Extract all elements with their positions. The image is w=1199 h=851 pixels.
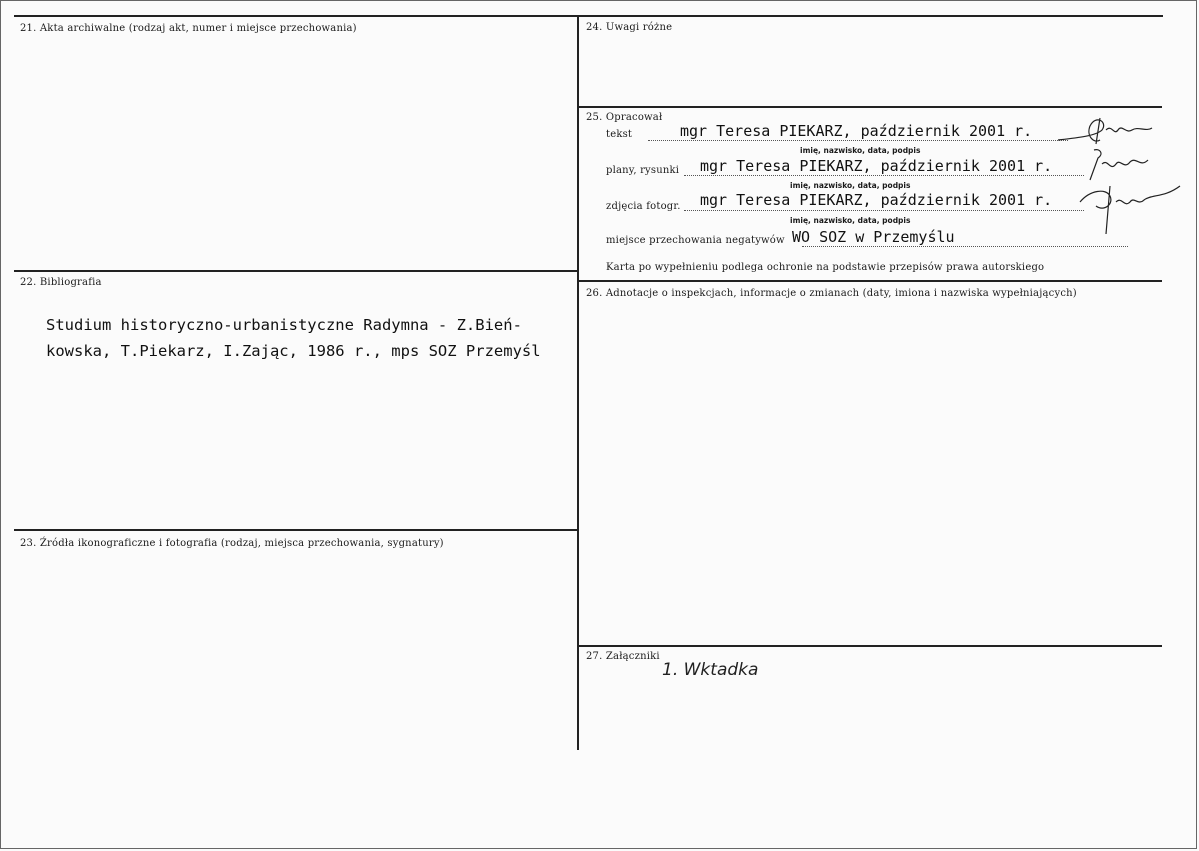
left-rule-22	[14, 270, 577, 272]
row-text-label: tekst	[606, 129, 633, 140]
negatives-label: miejsce przechowania negatywów	[606, 235, 785, 246]
section-25-label: 25. Opracował	[586, 112, 663, 123]
top-rule	[14, 15, 1163, 17]
section-27-label: 27. Załączniki	[586, 651, 660, 662]
negatives-value: WO SOZ w Przemyślu	[792, 228, 955, 246]
center-divider	[577, 15, 579, 750]
row-photos-label: zdjęcia fotogr.	[606, 201, 681, 212]
row-plans-label: plany, rysunki	[606, 165, 680, 176]
row-photos-line	[684, 210, 1084, 211]
attachments-handwritten: 1. Wktadka	[662, 660, 759, 680]
right-rule-27	[577, 645, 1162, 647]
copyright-note: Karta po wypełnieniu podlega ochronie na podstawie przepisów prawa autorskiego	[606, 262, 1045, 273]
section-22-label: 22. Bibliografia	[20, 277, 102, 288]
row-text-value: mgr Teresa PIEKARZ, październik 2001 r.	[680, 122, 1033, 140]
row-plans-value: mgr Teresa PIEKARZ, październik 2001 r.	[700, 157, 1053, 175]
right-rule-25	[577, 106, 1162, 108]
signature-3	[1076, 180, 1186, 235]
row-plans-caption: imię, nazwisko, data, podpis	[790, 181, 911, 190]
row-text-caption: imię, nazwisko, data, podpis	[800, 146, 921, 155]
right-rule-26	[577, 280, 1162, 282]
row-plans-line	[684, 175, 1084, 176]
bibliography-text: Studium historyczno-urbanistyczne Radymna - Z.Bień-kowska, T.Piekarz, I.Zając, 1986 r., mps SOZ Przemyśl	[46, 316, 541, 360]
section-24-label: 24. Uwagi różne	[586, 22, 673, 33]
left-rule-23	[14, 529, 577, 531]
section-26-label: 26. Adnotacje o inspekcjach, informacje o zmianach (daty, imiona i nazwiska wypełniających)	[586, 288, 1077, 299]
row-photos-caption: imię, nazwisko, data, podpis	[790, 216, 911, 225]
section-21-label: 21. Akta archiwalne (rodzaj akt, numer i miejsce przechowania)	[20, 23, 357, 34]
row-photos-value: mgr Teresa PIEKARZ, październik 2001 r.	[700, 191, 1053, 209]
row-text-line	[648, 140, 1068, 141]
negatives-line	[802, 246, 1128, 247]
signature-2	[1080, 144, 1165, 184]
section-23-label: 23. Źródła ikonograficzne i fotografia (rodzaj, miejsca przechowania, sygnatury)	[20, 538, 444, 549]
